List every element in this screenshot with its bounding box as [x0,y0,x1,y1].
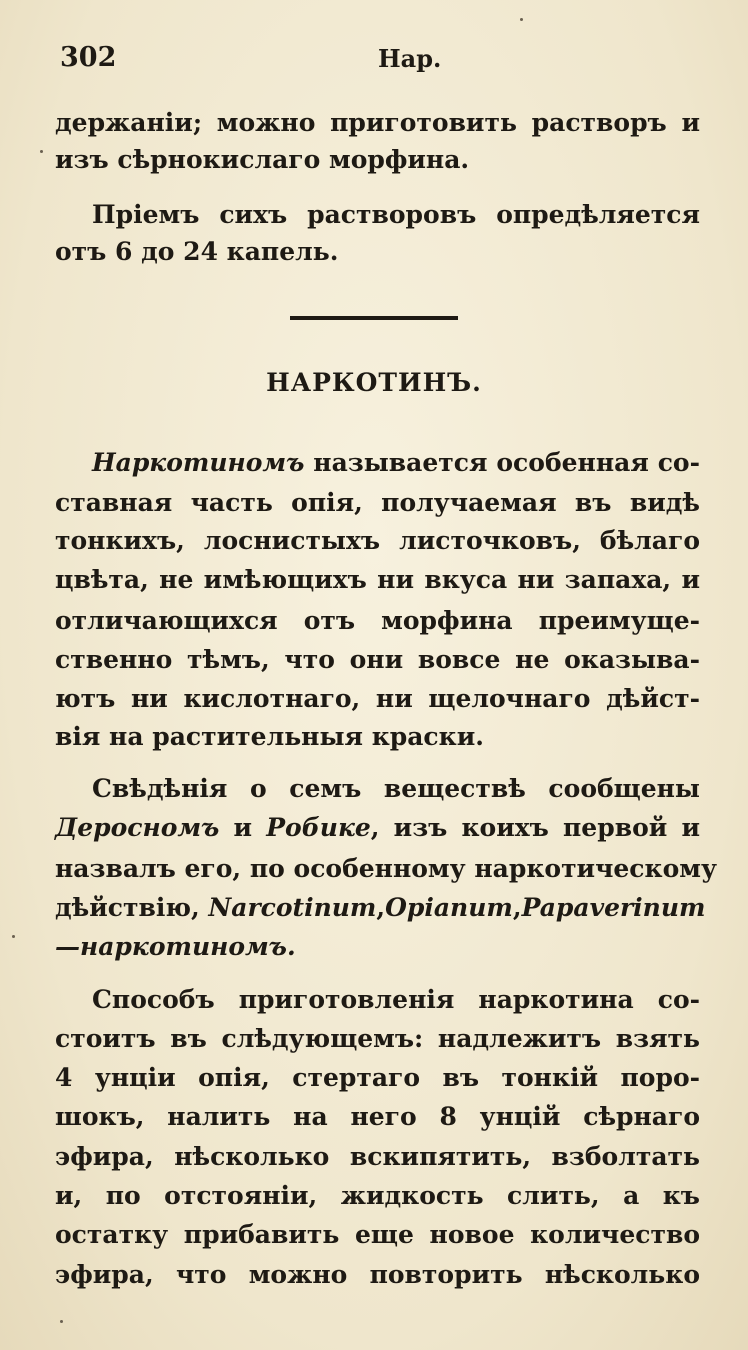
page-number: 302 [60,42,117,73]
text-line: стоитъ въ слѣдующемъ: надлежитъ взять [55,1024,700,1053]
text-line: цвѣта, не имѣющихъ ни вкуса ни запаха, и [55,565,700,594]
paper-speck [60,1320,63,1323]
text-line: Пріемъ сихъ растворовъ опредѣляется [92,200,700,229]
text-line: 4 унціи опія, стертаго въ тонкій поро- [55,1063,700,1092]
text-span: , [512,893,522,922]
text-span: и [219,813,267,842]
text-line: вія на растительныя краски. [55,722,484,751]
text-line: изъ сѣрнокислаго морфина. [55,145,470,174]
paper-speck [12,935,15,938]
author-name: Робике [266,813,371,842]
term-italic: Наркотиномъ [92,448,305,477]
text-line: остатку прибавить еще новое количество [55,1220,700,1249]
text-line: ставная часть опія, получаемая въ видѣ [55,488,700,517]
paper-speck [520,18,523,21]
text-line [55,891,706,925]
page-header [60,42,688,82]
text-line: назвалъ его, по особенному наркотическому [55,854,717,883]
text-line: шокъ, налить на него 8 унцій сѣрнаго [55,1102,700,1131]
text-line: Свѣдѣнія о семъ веществѣ сообщены [92,774,700,803]
author-name: Деросномъ [55,813,220,842]
text-span: , изъ коихъ первой и [370,813,700,842]
text-line: ственно тѣмъ, что они вовсе не оказыва- [55,645,700,674]
latin-term: Opianum [385,893,513,922]
text-line [92,446,700,480]
text-line: тонкихъ, лоснистыхъ листочковъ, бѣлаго [55,526,700,555]
text-line [55,811,700,845]
text-line: Способъ приготовленія наркотина со- [92,985,700,1014]
text-line: отъ 6 до 24 капель. [55,237,339,266]
text-span: дѣйствію, [55,893,209,922]
text-line: и, по отстояніи, жидкость слить, а къ [55,1181,700,1210]
paper-speck [40,150,43,153]
text-line: —наркотиномъ. [55,932,296,961]
text-line: держаніи; можно приготовить растворъ и [55,108,700,137]
text-line: эфира, нѣсколько вскипятить, взболтать [55,1142,700,1171]
text-span: , [376,893,386,922]
running-head: Нар. [378,44,442,73]
text-span: называется особенная со- [304,448,700,477]
latin-term: Papaverinum [521,893,706,922]
text-line: эфира, что можно повторить нѣсколько [55,1260,700,1289]
latin-term: Narcotinum [208,893,377,922]
text-line: ютъ ни кислотнаго, ни щелочнаго дѣйст- [55,684,700,713]
section-title: НАРКОТИНЪ. [266,368,482,397]
section-divider [290,316,458,320]
text-line: отличающихся отъ морфина преимуще- [55,606,700,635]
